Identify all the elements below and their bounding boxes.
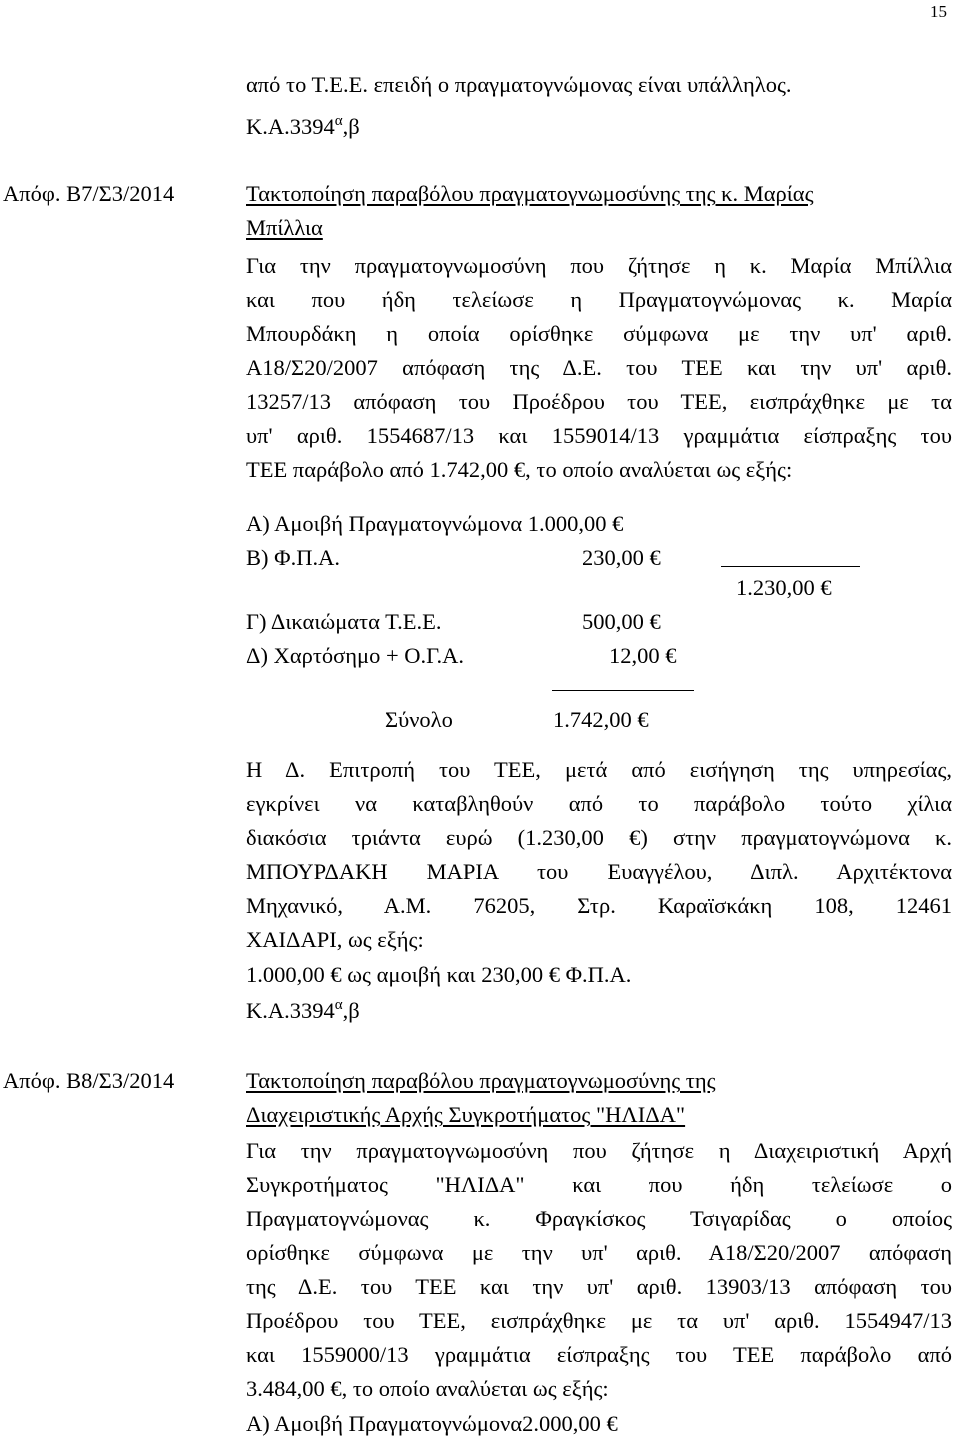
body-line: ΤΕΕ παράβολο από 1.742,00 €, το οποίο αναλύεται ως εξής: — [246, 457, 793, 482]
body-line: Α18/Σ20/2007 απόφαση της Δ.Ε. του ΤΕΕ και την υπ' αριθ. — [246, 355, 952, 380]
breakdown-a: Α) Αμοιβή Πραγματογνώμονα 1.000,00 € — [246, 511, 624, 536]
body-line: και που ήδη τελείωσε η Πραγματογνώμονας κ. Μαρία — [246, 287, 952, 312]
approval-line: διακόσια τριάντα ευρώ (1.230,00 €) στην πραγματογνώμονα κ. — [246, 825, 952, 850]
total-value: 1.742,00 € — [553, 707, 649, 732]
approval-line: Μηχανικό, Α.Μ. 76205, Στρ. Καραϊσκάκη 108, 12461 — [246, 893, 952, 918]
breakdown-c-label: Γ) Δικαιώματα Τ.Ε.Ε. — [246, 609, 442, 634]
approval-line: ΜΠΟΥΡΔΑΚΗ ΜΑΡΙΑ του Ευαγγέλου, Διπλ. Αρχιτέκτονα — [246, 859, 952, 884]
approval-line: Η Δ. Επιτροπή του ΤΕΕ, μετά από εισήγηση της υπηρεσίας, — [246, 757, 952, 782]
budget-code-prefix: Κ.Α.3394 — [246, 998, 335, 1023]
body-line: Μπουρδάκη η οποία ορίσθηκε σύμφωνα με την υπ' αριθ. — [246, 321, 952, 346]
body-line: Για την πραγματογνωμοσύνη που ζήτησε η Διαχειριστική Αρχή — [246, 1138, 952, 1163]
total-rule — [552, 690, 694, 691]
subtotal-rule — [721, 566, 860, 567]
budget-code-prefix: Κ.Α.3394 — [246, 114, 335, 139]
body-line: 13257/13 απόφαση του Προέδρου του ΤΕΕ, εισπράχθηκε με τα — [246, 389, 952, 414]
approval-line: ΧΑΙΔΑΡΙ, ως εξής: — [246, 927, 424, 952]
body-line: υπ' αριθ. 1554687/13 και 1559014/13 γραμμάτια είσπραξης του — [246, 423, 952, 448]
body-line: Πραγματογνώμονας κ. Φραγκίσκος Τσιγαρίδας ο οποίος — [246, 1206, 952, 1231]
body-line: Συγκροτήματος "ΗΛΙΔΑ" και που ήδη τελείωσε ο — [246, 1172, 952, 1197]
budget-code — [246, 113, 360, 140]
body-line: Προέδρου του ΤΕΕ, εισπράχθηκε με τα υπ' αριθ. 1554947/13 — [246, 1308, 952, 1333]
breakdown-b-label: Β) Φ.Π.Α. — [246, 545, 340, 570]
breakdown-ab-subtotal: 1.230,00 € — [736, 575, 832, 600]
continuation-line: από το Τ.Ε.Ε. επειδή ο πραγματογνώμονας είναι υπάλληλος. — [246, 72, 792, 97]
body-line: Για την πραγματογνωμοσύνη που ζήτησε η κ. Μαρία Μπίλλια — [246, 253, 952, 278]
breakdown-d-value: 12,00 € — [609, 643, 677, 668]
breakdown-c-value: 500,00 € — [582, 609, 661, 634]
breakdown-b-value: 230,00 € — [582, 545, 661, 570]
decision-title-line-1: Τακτοποίηση παραβόλου πραγματογνωμοσύνης της — [246, 1068, 716, 1093]
budget-code — [246, 997, 360, 1024]
budget-code-suffix: ,β — [342, 998, 360, 1023]
breakdown-d-label: Δ) Χαρτόσημο + Ο.Γ.Α. — [246, 643, 464, 668]
body-line: της Δ.Ε. του ΤΕΕ και την υπ' αριθ. 13903/13 απόφαση του — [246, 1274, 952, 1299]
breakdown-a: Α) Αμοιβή Πραγματογνώμονα2.000,00 € — [246, 1411, 618, 1436]
budget-code-suffix: ,β — [342, 114, 360, 139]
body-line: και 1559000/13 γραμμάτια είσπραξης του ΤΕΕ παράβολο από — [246, 1342, 952, 1367]
page-number: 15 — [930, 2, 947, 21]
decision-title-line-2: Μπίλλια — [246, 215, 323, 240]
decision-label: Απόφ. Β8/Σ3/2014 — [3, 1068, 175, 1093]
payment-line: 1.000,00 € ως αμοιβή και 230,00 € Φ.Π.Α. — [246, 962, 632, 987]
decision-title-line-2: Διαχειριστικής Αρχής Συγκροτήματος "ΗΛΙΔΑ" — [246, 1102, 686, 1127]
total-label: Σύνολο — [385, 707, 453, 732]
body-line: ορίσθηκε σύμφωνα με την υπ' αριθ. Α18/Σ20/2007 απόφαση — [246, 1240, 952, 1265]
body-line: 3.484,00 €, το οποίο αναλύεται ως εξής: — [246, 1376, 609, 1401]
decision-label: Απόφ. Β7/Σ3/2014 — [3, 181, 175, 206]
budget-code-superscript: α — [334, 113, 343, 129]
approval-line: εγκρίνει να καταβληθούν από το παράβολο τούτο χίλια — [246, 791, 952, 816]
budget-code-superscript: α — [334, 997, 343, 1013]
decision-title-line-1: Τακτοποίηση παραβόλου πραγματογνωμοσύνης της κ. Μαρίας — [246, 181, 814, 206]
